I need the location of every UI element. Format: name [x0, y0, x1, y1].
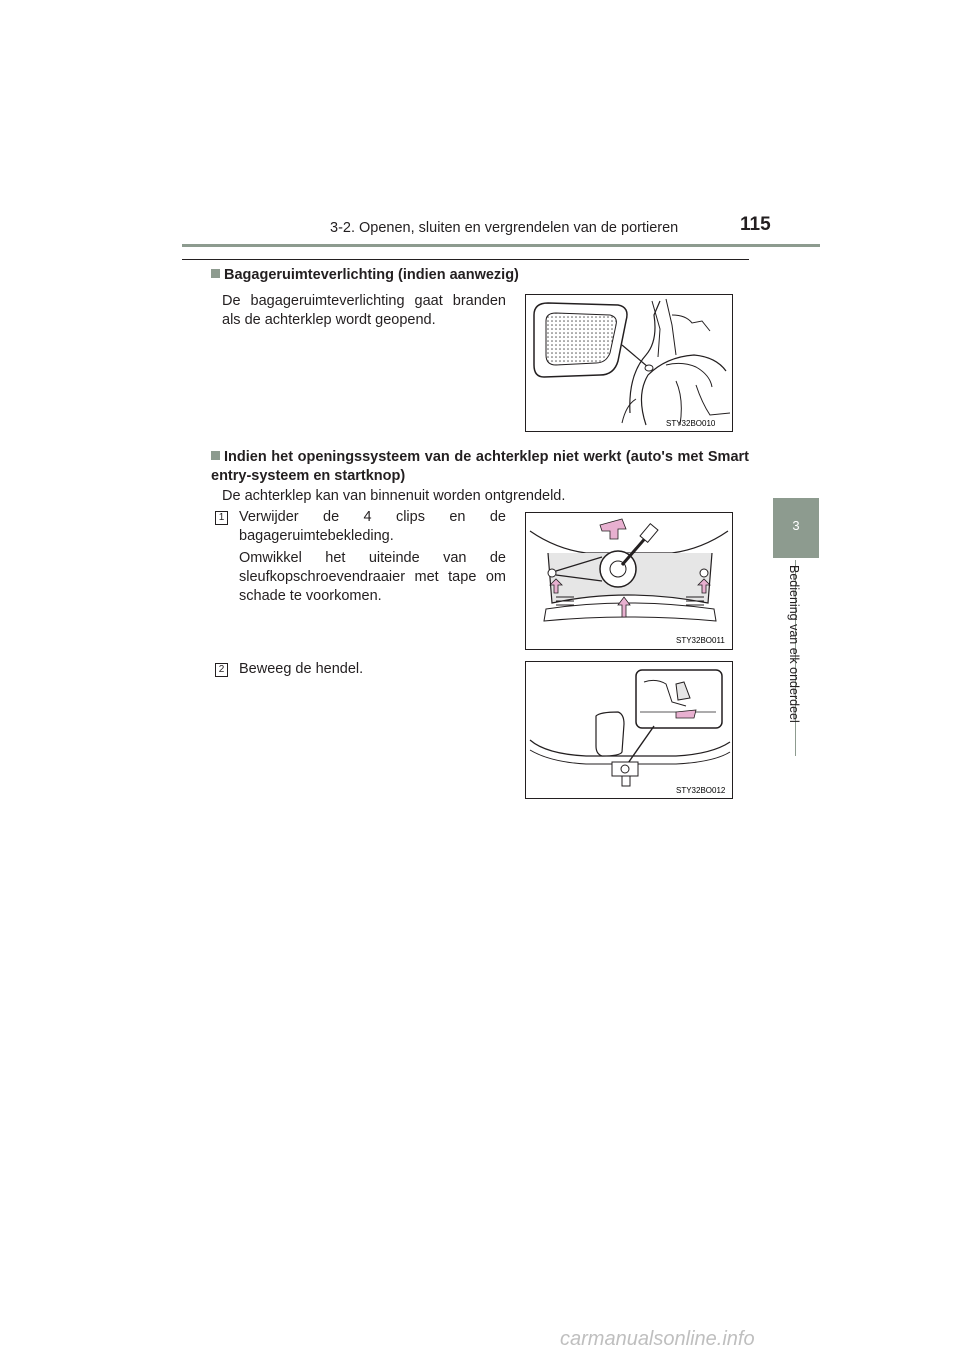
move-lever-illustration	[526, 662, 732, 798]
heading-text: Indien het openingssysteem van de achterklep niet werkt (auto's met Smart entry-systeem en startknop)	[211, 449, 749, 484]
figure-luggage-light	[525, 294, 733, 432]
remove-clips-illustration	[526, 513, 732, 649]
section-heading-luggage-light	[211, 266, 751, 285]
step-number-2: 2	[215, 663, 228, 677]
chapter-label: Bediening van elk onderdeel	[787, 565, 801, 723]
figure-code: STY32BO010	[666, 419, 716, 428]
step-number-1: 1	[215, 511, 228, 525]
watermark: carmanualsonline.info	[560, 1328, 755, 1350]
section-heading-tailgate-opener	[211, 448, 749, 486]
luggage-light-illustration	[526, 295, 732, 431]
header-rule	[182, 244, 820, 247]
figure-move-lever	[525, 661, 733, 799]
step-1-text: Verwijder de 4 clips en de bagageruimtebekleding.	[239, 509, 506, 544]
section-title: 3-2. Openen, sluiten en vergrendelen van de portieren	[330, 220, 679, 236]
step-1-note: Omwikkel het uiteinde van de sleufkopschroevendraaier met tape om schade te voorkomen.	[239, 550, 506, 604]
step-2-text: Beweeg de hendel.	[239, 661, 364, 677]
luggage-light-text: De bagageruimteverlichting gaat branden als de achterklep wordt geopend.	[222, 293, 506, 328]
heading-text: Bagageruimteverlichting (indien aanwezig)	[224, 267, 519, 283]
heading-bullet-icon	[211, 269, 220, 278]
tailgate-intro-text: De achterklep kan van binnenuit worden ontgrendeld.	[222, 488, 566, 504]
section-divider	[182, 259, 749, 260]
chapter-number: 3	[792, 518, 800, 533]
figure-code: STY32BO011	[676, 636, 725, 645]
figure-remove-clips	[525, 512, 733, 650]
page-number: 115	[740, 214, 771, 235]
heading-bullet-icon	[211, 451, 220, 460]
figure-code: STY32BO012	[676, 786, 726, 795]
